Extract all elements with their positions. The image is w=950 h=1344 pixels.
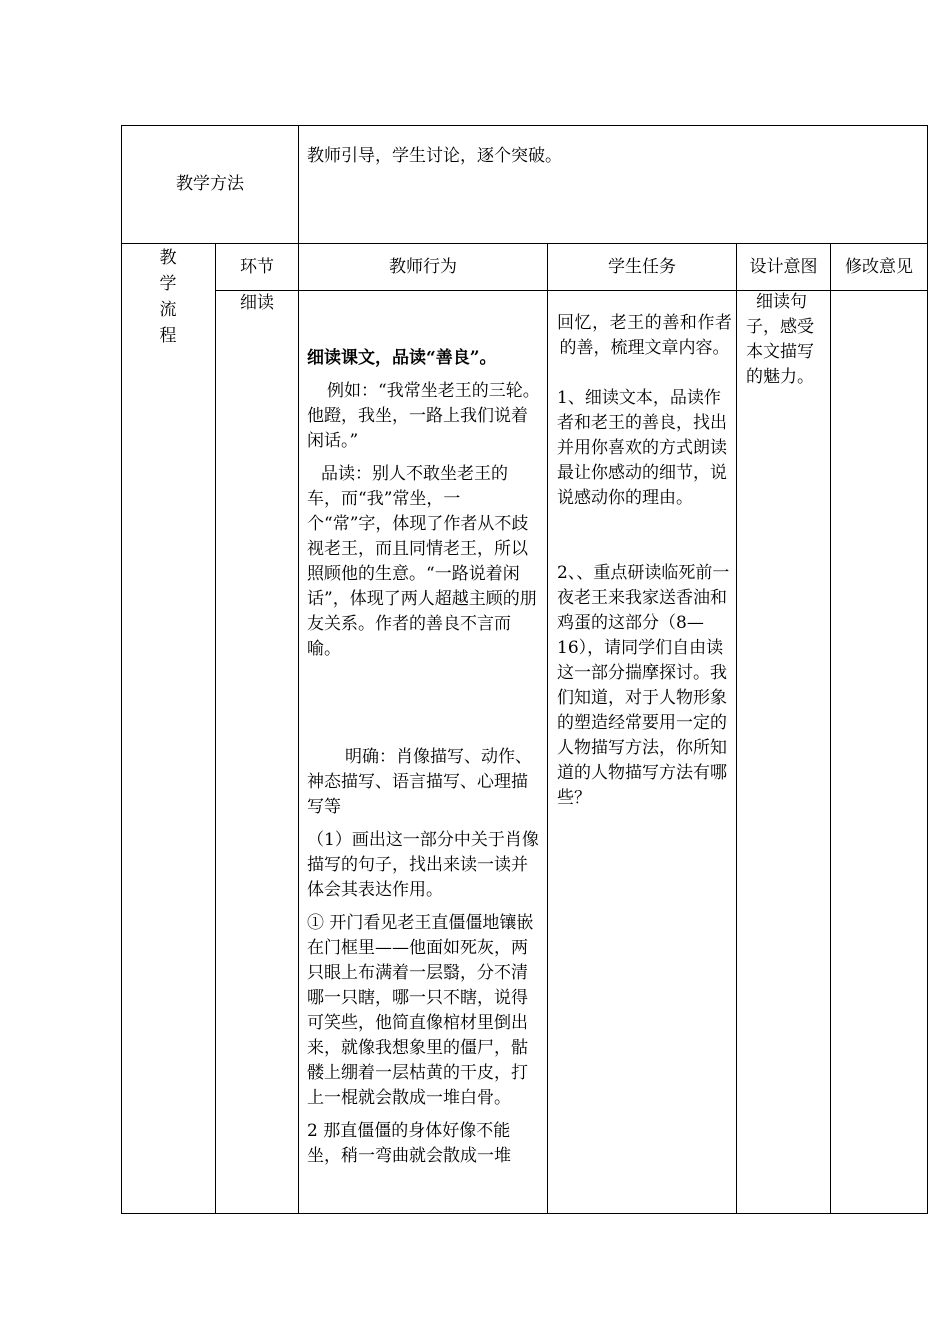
- col-divider-student: [736, 243, 737, 1214]
- col-divider-teacher: [547, 243, 548, 1214]
- col-divider-process: [215, 243, 216, 1214]
- design-intent-cell: 细读句子，感受本文描写的魅力。: [746, 292, 814, 387]
- table-right-border: [927, 125, 928, 1214]
- table-top-border: [121, 125, 928, 126]
- section-value: 细读: [240, 293, 274, 313]
- header-section: 环节: [240, 257, 274, 277]
- col-divider-section: [298, 243, 299, 1214]
- table-left-border: [121, 125, 122, 1214]
- header-design: 设计意图: [749, 257, 818, 277]
- student-task-cell: [557, 311, 732, 811]
- process-label: 教学流程: [159, 248, 177, 346]
- teacher-clarify: 明确：肖像描写、动作、神态描写、语言描写、心理描写等: [307, 747, 532, 817]
- student-task-2: 2、、重点研读临死前一夜老王来我家送香油和鸡蛋的这部分（8—16），请同学们自由读这一部分揣摩探讨。我们知道，对于人物形象的塑造经常要用一定的人物描写方法，你所知道的人物描写方法有哪些？: [557, 563, 730, 808]
- row-divider: [121, 243, 928, 244]
- teacher-heading: 细读课文，品读“善良”。: [307, 348, 497, 368]
- header-revise: 修改意见: [845, 257, 913, 277]
- teacher-behavior-cell: [307, 346, 541, 1212]
- header-teacher: 教师行为: [389, 257, 457, 277]
- student-task-recall: 回忆，老王的善和作者的善，梳理文章内容。: [557, 313, 732, 358]
- col-divider-design: [830, 243, 831, 1214]
- teacher-task-1: （1）画出这一部分中关于肖像描写的句子，找出来读一读并体会其表达作用。: [307, 830, 539, 900]
- header-student: 学生任务: [608, 257, 676, 277]
- method-divider: [298, 125, 299, 244]
- teacher-analysis: 品读：别人不敢坐老王的车，而“我”常坐，一个“常”字，体现了作者从不歧视老王，而且同情老王，所以照顾他的生意。“一路说着闲话”，体现了两人超越主顾的朋友关系。作者的善良不言而喻。: [307, 464, 537, 659]
- method-label: 教学方法: [176, 174, 244, 194]
- teacher-example: 例如：“我常坐老王的三轮。他蹬，我坐，一路上我们说着闲话。”: [307, 381, 540, 451]
- student-task-1: 1、细读文本，品读作者和老王的善良，找出并用你喜欢的方式朗读最让你感动的细节，说说感动你的理由。: [557, 388, 727, 508]
- method-content: 教师引导，学生讨论，逐个突破。: [307, 146, 562, 166]
- teacher-quote-2: 2 那直僵僵的身体好像不能坐，稍一弯曲就会散成一堆: [307, 1121, 511, 1166]
- teacher-quote-1: ① 开门看见老王直僵僵地镶嵌在门框里——他面如死灰，两只眼上布满着一层翳，分不清哪一只瞎，哪一只不瞎，说得可笑些，他简直像棺材里倒出来，就像我想象里的僵尸，骷髅上绷着一层枯黄的干皮，打上一棍就会散成一堆白骨。: [307, 913, 534, 1108]
- table-bottom-border: [121, 1213, 928, 1214]
